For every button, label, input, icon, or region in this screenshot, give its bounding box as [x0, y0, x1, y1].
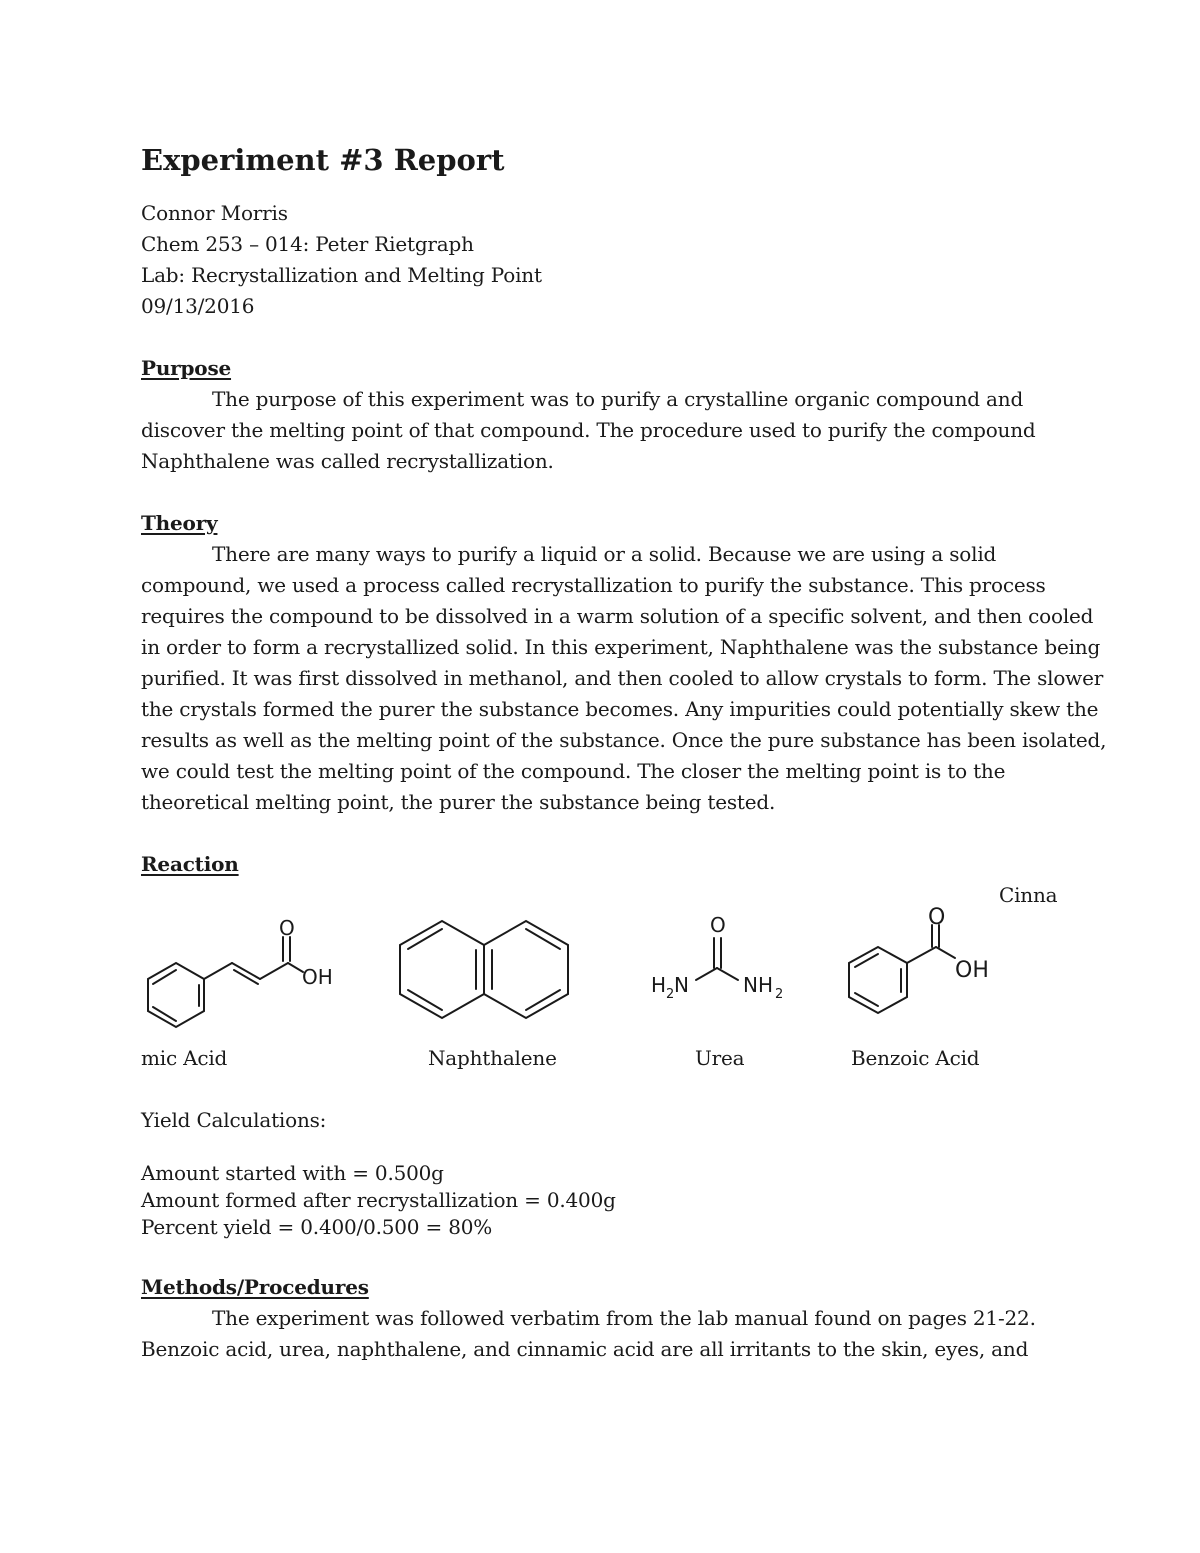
benzoic-acid-caption: Benzoic Acid [851, 1046, 980, 1070]
theory-line: in order to form a recrystallized solid. In this experiment, Naphthalene was the substance being [141, 635, 1101, 659]
purpose-paragraph [141, 384, 1061, 477]
yield-line: Amount started with = 0.500g [141, 1161, 444, 1185]
urea-caption: Urea [695, 1046, 745, 1070]
reaction-overflow-label: Cinna [999, 883, 1058, 907]
yield-line: Amount formed after recrystallization = 0.400g [141, 1188, 616, 1212]
purpose-line: discover the melting point of that compound. The procedure used to purify the compound [141, 418, 1036, 442]
author-line: Connor Morris [141, 201, 288, 225]
theory-paragraph [141, 539, 1107, 818]
methods-line: Benzoic acid, urea, naphthalene, and cinnamic acid are all irritants to the skin, eyes, and [141, 1337, 1029, 1361]
theory-heading: Theory [141, 511, 218, 535]
theory-line: requires the compound to be dissolved in a warm solution of a specific solvent, and then cooled [141, 604, 1094, 628]
benzoic-acid-structure-icon [843, 905, 1003, 1035]
course-line: Chem 253 – 014: Peter Rietgraph [141, 232, 474, 256]
theory-line: There are many ways to purify a liquid or a solid. Because we are using a solid [212, 542, 997, 566]
methods-line: The experiment was followed verbatim from the lab manual found on pages 21-22. [212, 1306, 1036, 1330]
urea-h-label: H [651, 973, 667, 997]
reaction-heading: Reaction [141, 852, 239, 876]
urea-n-label: N [674, 973, 689, 997]
purpose-line: The purpose of this experiment was to purify a crystalline organic compound and [212, 387, 1024, 411]
urea-subscript-label: 2 [775, 987, 784, 1002]
purpose-line: Naphthalene was called recrystallization. [141, 449, 554, 473]
urea-nh-label: NH [743, 973, 773, 997]
urea-subscript-label: 2 [666, 987, 675, 1002]
carbonyl-o-label: O [279, 916, 295, 940]
naphthalene-caption: Naphthalene [428, 1046, 557, 1070]
yield-line: Percent yield = 0.400/0.500 = 80% [141, 1215, 493, 1239]
theory-line: theoretical melting point, the purer the substance being tested. [141, 790, 776, 814]
lab-line: Lab: Recrystallization and Melting Point [141, 263, 542, 287]
urea-structure-icon [648, 910, 793, 1005]
purpose-heading: Purpose [141, 356, 232, 380]
benzoic-hydroxyl-label: OH [955, 958, 989, 983]
hydroxyl-label: OH [302, 965, 333, 989]
cinnamic-acid-structure-icon [140, 915, 350, 1030]
benzoic-carbonyl-o-label: O [928, 905, 946, 930]
theory-line: we could test the melting point of the compound. The closer the melting point is to the [141, 759, 1006, 783]
theory-line: compound, we used a process called recrystallization to purify the substance. This process [141, 573, 1046, 597]
naphthalene-structure-icon [395, 915, 580, 1030]
yield-heading: Yield Calculations: [141, 1108, 327, 1132]
date-line: 09/13/2016 [141, 294, 255, 318]
methods-paragraph [141, 1303, 1061, 1365]
methods-heading: Methods/Procedures [141, 1275, 369, 1299]
theory-line: the crystals formed the purer the substance becomes. Any impurities could potentially skew the [141, 697, 1099, 721]
cinnamic-acid-caption: mic Acid [141, 1046, 228, 1070]
page-title: Experiment #3 Report [141, 143, 505, 177]
theory-line: purified. It was first dissolved in methanol, and then cooled to allow crystals to form. The slower [141, 666, 1104, 690]
theory-line: results as well as the melting point of the substance. Once the pure substance has been isolated, [141, 728, 1107, 752]
urea-o-label: O [710, 913, 726, 937]
